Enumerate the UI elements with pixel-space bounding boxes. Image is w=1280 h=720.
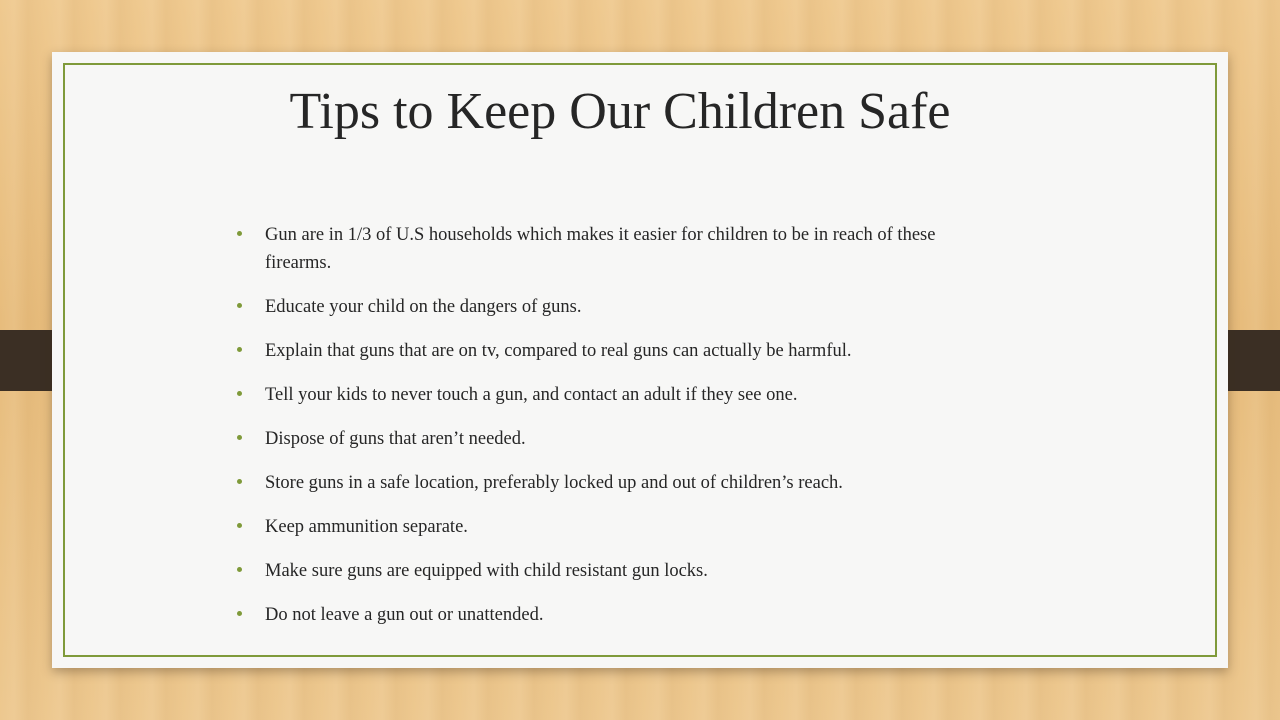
bullet-dot-icon <box>237 567 242 572</box>
bullet-item <box>233 601 1003 629</box>
bullet-item <box>233 337 1003 365</box>
bullet-dot-icon <box>237 391 242 396</box>
bullet-item <box>233 513 1003 541</box>
bullet-text: Gun are in 1/3 of U.S households which makes it easier for children to be in reach of these firearms. <box>265 225 936 273</box>
bullet-text: Explain that guns that are on tv, compared to real guns can actually be harmful. <box>265 341 852 361</box>
bullet-item <box>233 381 1003 409</box>
bullet-dot-icon <box>237 523 242 528</box>
bullet-item <box>233 557 1003 585</box>
bullet-dot-icon <box>237 303 242 308</box>
bullet-dot-icon <box>237 435 242 440</box>
bullet-item <box>233 425 1003 453</box>
bullet-dot-icon <box>237 231 242 236</box>
bullet-text: Dispose of guns that aren’t needed. <box>265 429 526 449</box>
bullet-item <box>233 221 1003 277</box>
bullet-dot-icon <box>237 479 242 484</box>
bullet-text: Store guns in a safe location, preferably locked up and out of children’s reach. <box>265 473 843 493</box>
bullet-dot-icon <box>237 611 242 616</box>
slide-title: Tips to Keep Our Children Safe <box>289 83 951 140</box>
bullet-item <box>233 293 1003 321</box>
bullet-dot-icon <box>237 347 242 352</box>
bullet-text: Keep ammunition separate. <box>265 517 468 537</box>
bullet-text: Educate your child on the dangers of guns. <box>265 297 582 317</box>
bullet-item <box>233 469 1003 497</box>
bullet-text: Make sure guns are equipped with child resistant gun locks. <box>265 561 708 581</box>
bullet-text: Tell your kids to never touch a gun, and contact an adult if they see one. <box>265 385 798 405</box>
bullet-list <box>233 221 1003 645</box>
bullet-text: Do not leave a gun out or unattended. <box>265 605 544 625</box>
